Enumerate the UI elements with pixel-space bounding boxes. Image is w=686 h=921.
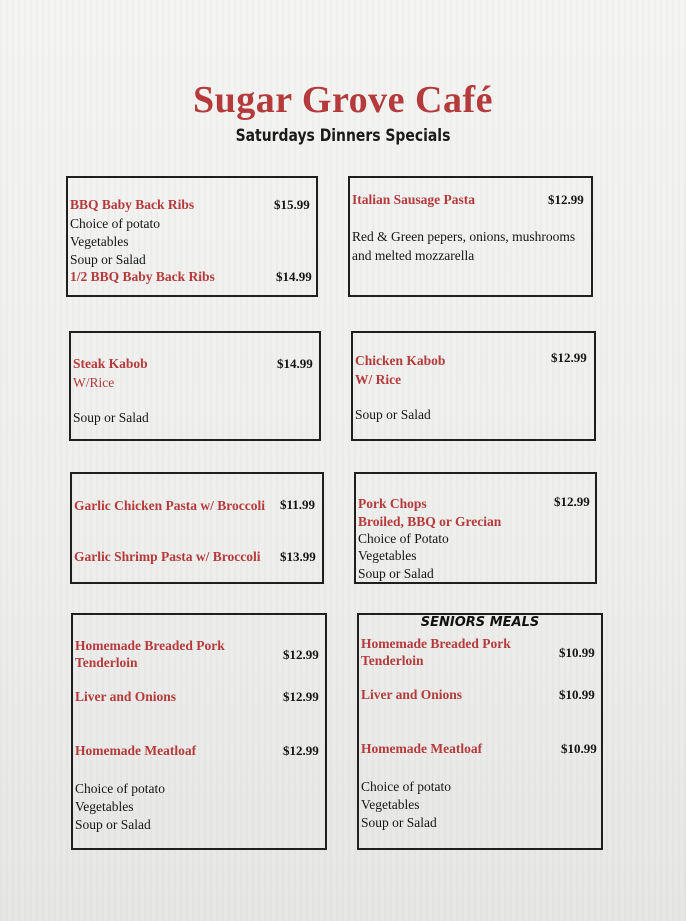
- box-seniors-meals: [357, 613, 603, 850]
- item-side: Choice of potato: [75, 781, 165, 796]
- box-steak-kabob: [69, 331, 321, 441]
- box-dinners: [71, 613, 327, 850]
- item-side: Vegetables: [70, 234, 129, 249]
- item-price: $14.99: [277, 356, 313, 371]
- item-price: $12.99: [554, 494, 590, 509]
- item-desc: and melted mozzarella: [352, 248, 475, 263]
- item-price: $15.99: [274, 197, 310, 212]
- box-pork-chops: [354, 472, 597, 584]
- item-side: Vegetables: [75, 799, 134, 814]
- item-name: 1/2 BBQ Baby Back Ribs: [70, 269, 215, 284]
- cafe-title: Sugar Grove Café: [192, 79, 493, 121]
- item-price: $11.99: [280, 497, 316, 512]
- box-italian-sausage: [348, 176, 593, 297]
- item-name: Garlic Chicken Pasta w/ Broccoli: [74, 498, 265, 513]
- item-style: Broiled, BBQ or Grecian: [358, 514, 502, 529]
- seniors-heading: SENIORS MEALS: [420, 615, 540, 630]
- item-price: $12.99: [283, 647, 319, 662]
- menu-subtitle: Saturdays Dinners Specials: [235, 126, 451, 146]
- item-price: $12.99: [548, 192, 584, 207]
- item-name: Chicken Kabob: [355, 353, 446, 368]
- item-name: Steak Kabob: [73, 356, 148, 371]
- item-side: Vegetables: [361, 797, 420, 812]
- item-side: W/Rice: [73, 375, 115, 390]
- box-bbq-ribs: [66, 176, 318, 297]
- item-side: Choice of potato: [70, 216, 160, 231]
- item-side: W/ Rice: [355, 372, 402, 387]
- item-name: Homemade Meatloaf: [75, 743, 197, 758]
- item-name: Liver and Onions: [361, 687, 463, 702]
- item-name: Garlic Shrimp Pasta w/ Broccoli: [74, 549, 261, 564]
- item-price: $10.99: [561, 741, 597, 756]
- item-price: $12.99: [283, 743, 319, 758]
- item-side: Soup or Salad: [361, 815, 437, 830]
- item-price: $12.99: [283, 689, 319, 704]
- item-name: Homemade Meatloaf: [361, 741, 483, 756]
- item-price: $12.99: [551, 350, 587, 365]
- item-side: Soup or Salad: [355, 407, 431, 422]
- item-price: $13.99: [280, 549, 316, 564]
- item-name: Tenderloin: [75, 655, 138, 670]
- box-chicken-kabob: [351, 331, 596, 441]
- item-side: Choice of Potato: [358, 531, 449, 546]
- item-price: $10.99: [559, 687, 595, 702]
- item-name: Tenderloin: [361, 653, 424, 668]
- item-desc: Red & Green pepers, onions, mushrooms: [352, 229, 576, 244]
- item-side: Soup or Salad: [73, 410, 149, 425]
- item-name: Italian Sausage Pasta: [352, 192, 476, 207]
- item-price: $10.99: [559, 645, 595, 660]
- item-side: Soup or Salad: [358, 566, 434, 581]
- item-side: Soup or Salad: [75, 817, 151, 832]
- item-side: Vegetables: [358, 548, 417, 563]
- item-name: Homemade Breaded Pork: [361, 636, 511, 651]
- item-name: Pork Chops: [358, 496, 427, 511]
- item-side: Choice of potato: [361, 779, 451, 794]
- box-garlic-pasta: [70, 472, 324, 584]
- item-price: $14.99: [276, 269, 312, 284]
- item-name: BBQ Baby Back Ribs: [70, 197, 195, 212]
- item-side: Soup or Salad: [70, 252, 146, 267]
- item-name: Homemade Breaded Pork: [75, 638, 225, 653]
- item-name: Liver and Onions: [75, 689, 177, 704]
